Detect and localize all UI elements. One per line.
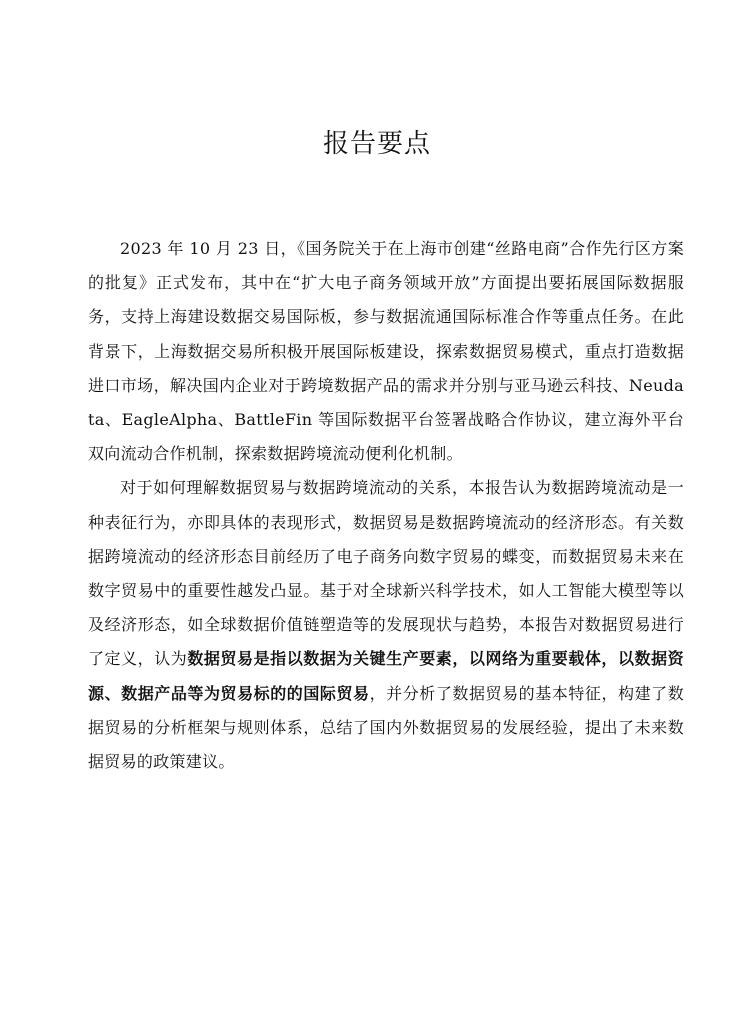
definition-tail-text: ，并分析了数据贸易的基本特征，构建了数据贸易的分析框架与规则体系，总结了国内外数据贸易的发展经验，提出了未来数据贸易的政策建议。: [88, 683, 685, 772]
paragraph-background: 2023 年 10 月 23 日，《国务院关于在上海市创建“丝路电商”合作先行区方案的批复》正式发布，其中在“扩大电子商务领域开放”方面提出要拓展国际数据服务，支持上海建设数据交易国际板，参与数据流通国际标准合作等重点任务。在此背景下，上海数据交易所积极开展国际板建设，探索数据贸易模式，重点打造数据进口市场，解决国内企业对于跨境数据产品的需求并分别与亚马逊云科技、Neudata、EagleAlpha、BattleFin 等国际数据平台签署战略合作协议，建立海外平台双向流动合作机制，探索数据跨境流动便利化机制。: [88, 239, 684, 464]
page-title: 报告要点: [322, 129, 431, 159]
definition-lead-text: 对于如何理解数据贸易与数据跨境流动的关系，本报告认为数据跨境流动是一种表征行为，亦即具体的表现形式，数据贸易是数据跨境流动的经济形态。有关数据跨境流动的经济形态目前经历了电子商务向数字贸易的蝶变，而数据贸易未来在数字贸易中的重要性越发凸显。基于对全球新兴科学技术，如人工智能大模型等以及经济形态，如全球数据价值链塑造等的发展现状与趋势，本报告对数据贸易进行了定义，认为: [88, 478, 684, 669]
document-body: [88, 232, 684, 779]
definition-highlight: 数据贸易是指以数据为关键生产要素，以网络为重要载体，以数据资源、数据产品等为贸易标的的国际贸易: [88, 649, 684, 703]
paragraph-definition: [88, 471, 684, 779]
